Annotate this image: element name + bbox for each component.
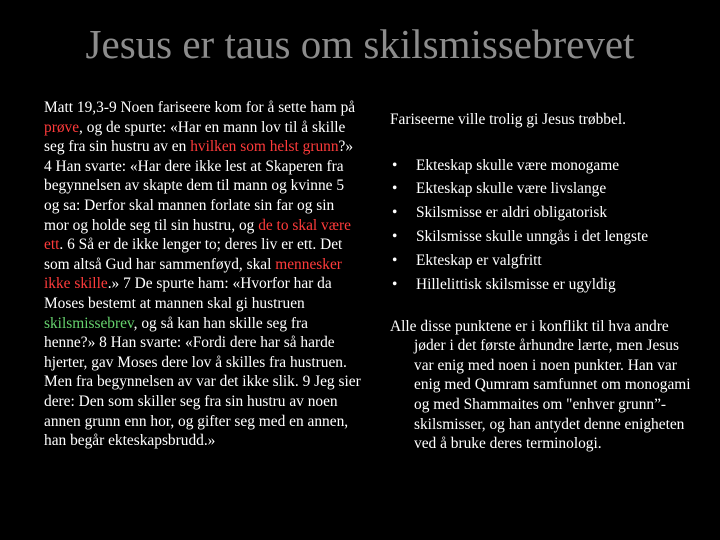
list-item <box>390 251 700 271</box>
scripture-passage <box>44 98 362 451</box>
bullet-icon: • <box>392 276 398 294</box>
list-item <box>390 203 700 223</box>
commentary <box>390 110 700 454</box>
passage-text: . 6 Så er de ikke lenger to; deres liv er ett. Det som altså Gud har sammenføyd, skal <box>44 236 343 273</box>
slide-title: Jesus er taus om skilsmissebrevet <box>85 21 635 67</box>
list-item <box>390 227 700 247</box>
list-item <box>390 179 700 199</box>
bullet-icon: • <box>392 180 398 198</box>
commentary-intro: Fariseerne ville trolig gi Jesus trøbbel. <box>390 111 626 128</box>
bullet-icon: • <box>392 156 398 174</box>
bullet-icon: • <box>392 204 398 222</box>
bullet-text: Ekteskap er valgfritt <box>416 252 542 270</box>
passage-text: , og så kan han skille seg fra henne?» 8 Han svarte: «Fordi dere har så harde hjerter, gav Moses dere lov å skilles fra hustruen. Men fra begynnelsen av var det ikke slik. 9 Jeg sier dere: Den som skiller seg fra sin hustru av noen annen grunn enn hor, og gifter seg med en annen, han begår ekteskapsbrudd.» <box>44 314 361 450</box>
passage-text: .» 7 De spurte ham: «Hvorfor har da Moses bestemt at mannen skal gi hustruen <box>44 275 332 312</box>
bullet-icon: • <box>392 252 398 270</box>
bullet-list <box>390 156 700 295</box>
bullet-text: Ekteskap skulle være monogame <box>416 156 620 174</box>
passage-text: ?» 4 Han svarte: «Har dere ikke lest at Skaperen fra begynnelsen av skapte dem til mann og kvinne 5 og sa: Derfor skal mannen forlate sin far og sin mor og holde seg til sin hustru, og <box>44 138 354 234</box>
passage-text: , og de spurte: «Har en mann lov til å skille seg fra sin hustru av en <box>44 118 346 156</box>
highlight-proeve: prøve <box>44 118 80 136</box>
list-item <box>390 275 700 295</box>
highlight-divorce-certificate: skilsmissebrev <box>44 314 134 332</box>
bullet-icon: • <box>392 228 398 246</box>
bullet-text: Hillelittisk skilsmisse er ugyldig <box>416 276 616 294</box>
passage-text: Matt 19,3-9 Noen fariseere kom for å sette ham på <box>44 99 356 116</box>
bullet-text: Ekteskap skulle være livslange <box>416 180 607 198</box>
commentary-conclusion: Alle disse punktene er i konflikt til hva andre jøder i det første århundre lærte, men Jesus var enig med noen i noen punkter. Han var enig med Qumram samfunnet om monogami og med Shammaites om "enhver grunn”-skilsmisser, og han antydet denne enigheten ved å bruke deres terminologi. <box>390 317 691 453</box>
highlight-not-separate: mennesker ikke skille <box>44 255 342 293</box>
highlight-any-reason: hvilken som helst grunn <box>190 138 339 156</box>
bullet-text: Skilsmisse er aldri obligatorisk <box>416 204 608 222</box>
list-item <box>390 156 700 176</box>
highlight-two-become-one: de to skal være ett <box>44 216 351 254</box>
bullet-text: Skilsmisse skulle unngås i det lengste <box>416 228 649 246</box>
